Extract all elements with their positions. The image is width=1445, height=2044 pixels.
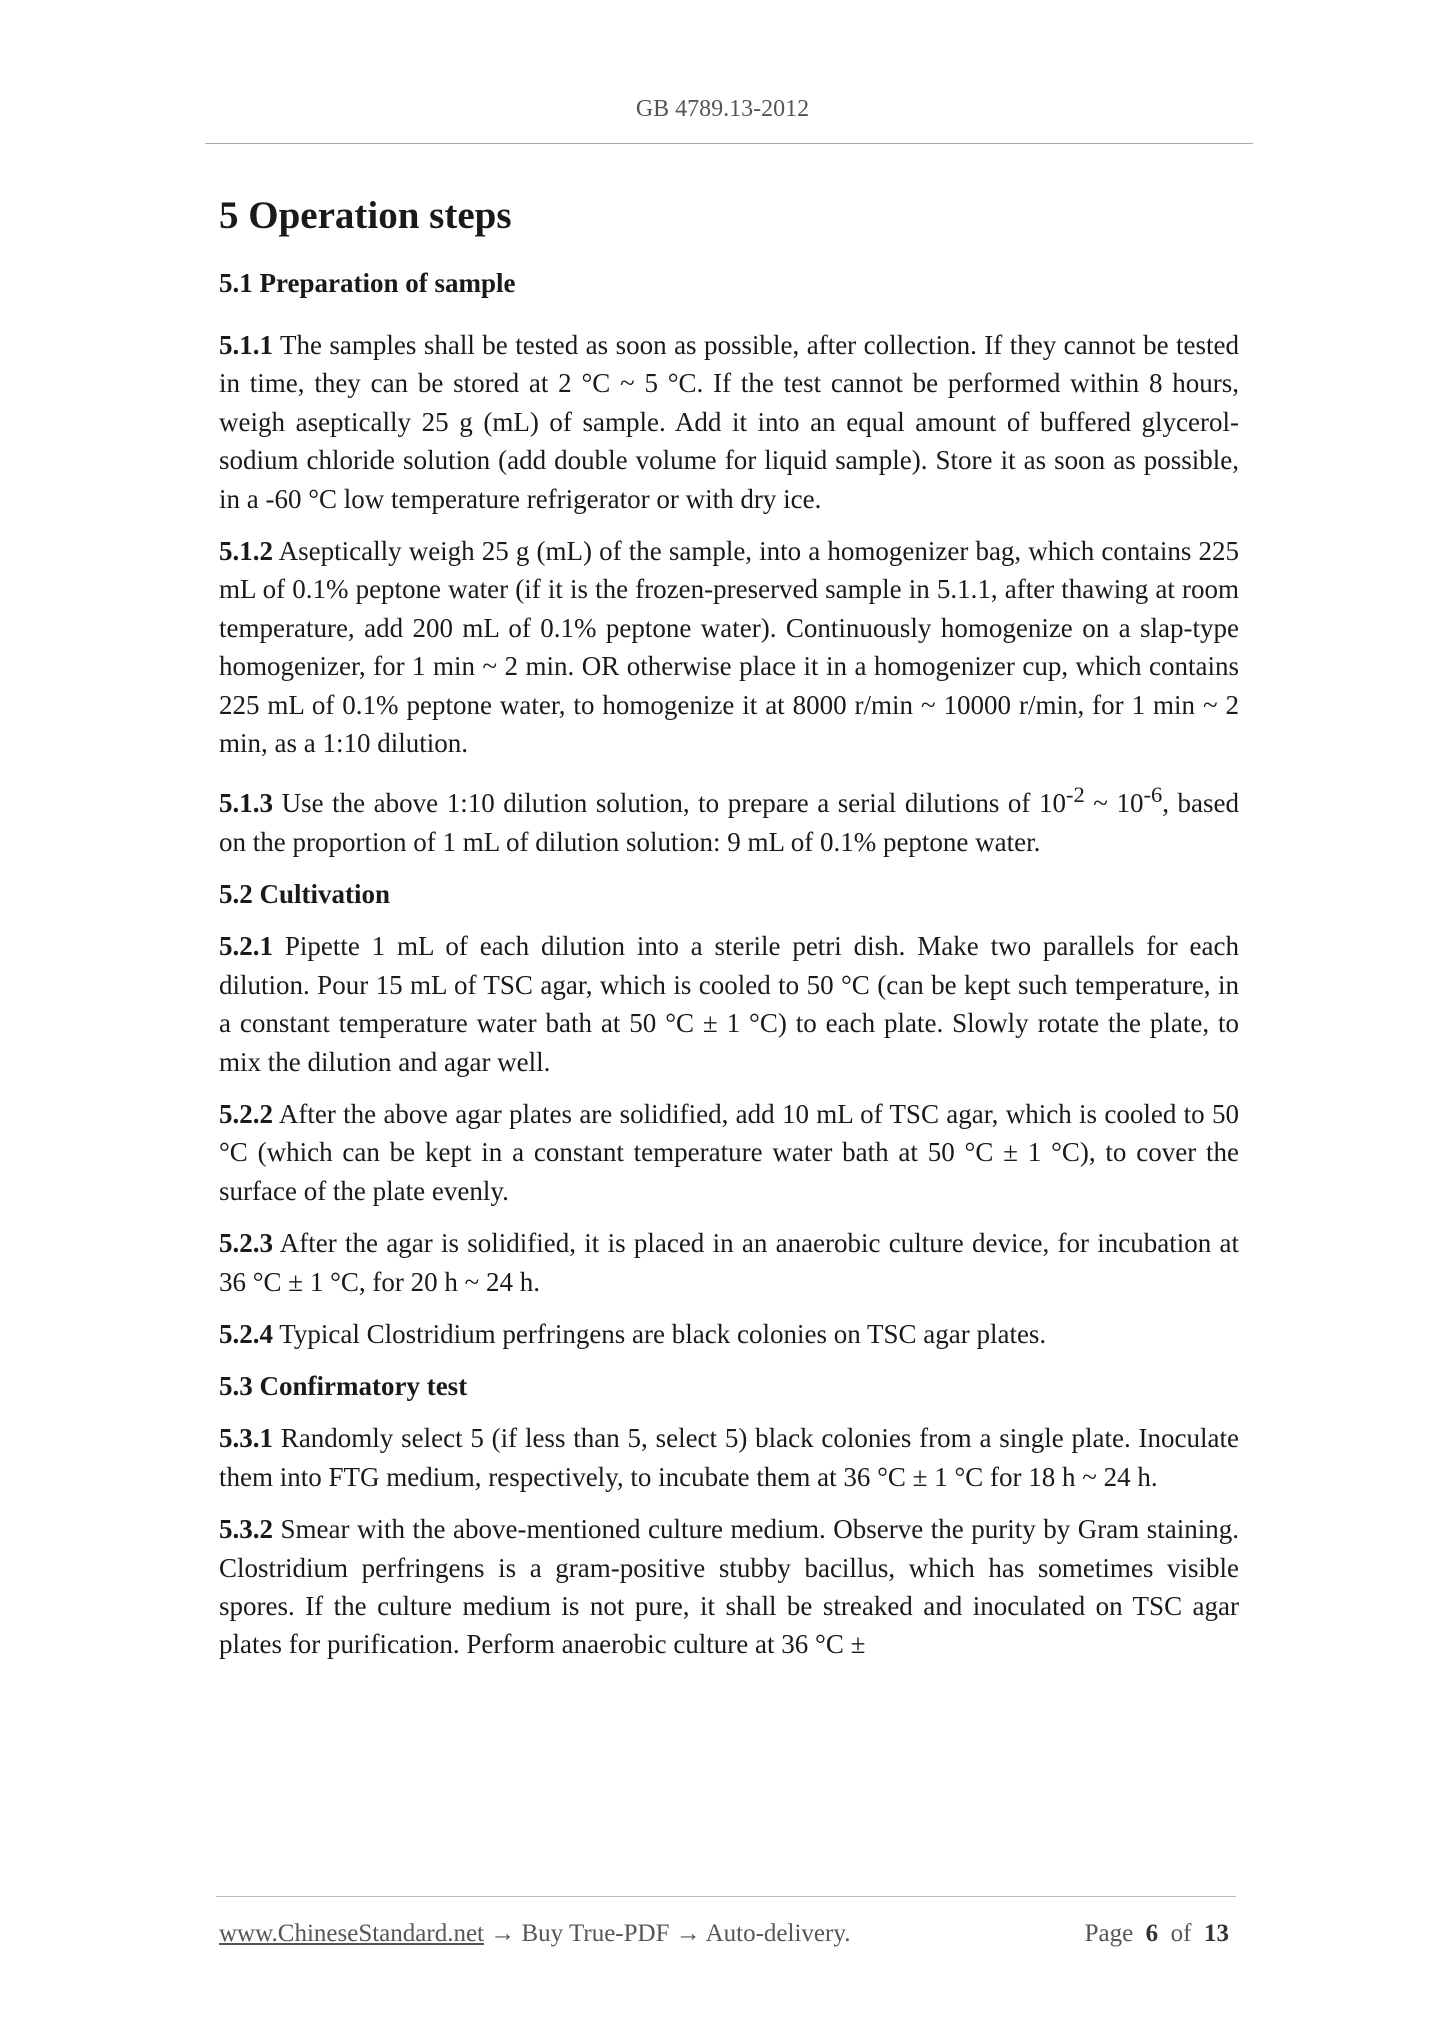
clause-text: Typical Clostridium perfringens are black colonies on TSC agar plates. — [279, 1318, 1047, 1349]
clause-text: Aseptically weigh 25 g (mL) of the sample, into a homogenizer bag, which contains 225 mL of 0.1% peptone water (if it is the frozen-preserved sample in 5.1.1, after thawing at room temperature, add 200 mL of 0.1% peptone water). Continuously homogenize on a slap-type homogenizer, for 1 min ~ 2 min. OR otherwise place it in a homogenizer cup, which contains 225 mL of 0.1% peptone water, to homogenize it at 8000 r/min ~ 10000 r/min, for 1 min ~ 2 min, as a 1:10 dilution. — [219, 536, 1239, 759]
paragraph-5-2-2 — [219, 1095, 1239, 1210]
paragraph-5-1-2 — [219, 532, 1239, 762]
clause-number: 5.2.2 — [219, 1098, 273, 1129]
footer-promo — [219, 1920, 850, 1948]
section-heading-5-1: 5.1 Preparation of sample — [219, 268, 516, 298]
page-label: Page — [1084, 1920, 1134, 1947]
document-body — [219, 188, 1239, 1664]
section-heading-5-3: 5.3 Confirmatory test — [219, 1371, 468, 1402]
page-of-label: of — [1170, 1920, 1192, 1947]
clause-number: 5.2.3 — [219, 1228, 273, 1259]
clause-text: After the agar is solidified, it is placed in an anaerobic culture device, for incubation at 36 °C ± 1 °C, for 20 h ~ 24 h. — [219, 1228, 1239, 1297]
clause-number: 5.3.1 — [219, 1423, 273, 1454]
page-indicator — [1085, 1920, 1229, 1948]
header-divider — [205, 143, 1253, 144]
clause-number: 5.1.2 — [219, 536, 273, 567]
exponent: -6 — [1143, 782, 1163, 808]
clause-text: The samples shall be tested as soon as possible, after collection. If they cannot be tested in time, they can be stored at 2 °C ~ 5 °C. If the test cannot be performed within 8 hours, weigh aseptically 25 g (mL) of sample. Add it into an equal amount of buffered glycerol-sodium chloride solution (add double volume for liquid sample). Store it as soon as possible, in a -60 °C low temperature refrigerator or with dry ice. — [219, 330, 1239, 514]
page-current: 6 — [1145, 1920, 1159, 1947]
section-heading-5-2: 5.2 Cultivation — [219, 879, 391, 910]
paragraph-5-1-1 — [219, 326, 1239, 518]
website-link[interactable]: www.ChineseStandard.net — [219, 1920, 484, 1947]
clause-text: Smear with the above-mentioned culture medium. Observe the purity by Gram staining. Clostridium perfringens is a gram-positive stubby bacillus, which has sometimes visible spores. If the culture medium is not pure, it shall be streaked and inoculated on TSC agar plates for purification. Perform anaerobic culture at 36 °C ± — [219, 1514, 1240, 1660]
clause-text: After the above agar plates are solidified, add 10 mL of TSC agar, which is cooled to 50 °C (which can be kept in a constant temperature water bath at 50 °C ± 1 °C), to cover the surface of the plate evenly. — [219, 1098, 1239, 1206]
clause-text: Randomly select 5 (if less than 5, select 5) black colonies from a single plate. Inoculate them into FTG medium, respectively, to incubate them at 36 °C ± 1 °C for 18 h ~ 24 h. — [219, 1423, 1240, 1492]
paragraph-5-3-2 — [219, 1510, 1239, 1664]
page-total: 13 — [1204, 1920, 1229, 1947]
clause-number: 5.1.3 — [219, 788, 273, 819]
paragraph-5-2-4 — [219, 1315, 1239, 1353]
footer-promo-text: → Buy True-PDF → Auto-delivery. — [484, 1920, 851, 1947]
clause-text: , based on the proportion of 1 mL of dilution solution: 9 mL of 0.1% peptone water. — [219, 788, 1240, 857]
header-standard-code: GB 4789.13-2012 — [635, 96, 810, 122]
page-title: 5 Operation steps — [219, 194, 512, 237]
paragraph-5-3-1 — [219, 1419, 1239, 1496]
clause-text: Use the above 1:10 dilution solution, to prepare a serial dilutions of 10 — [281, 788, 1066, 819]
exponent: -2 — [1065, 782, 1085, 808]
footer-divider — [216, 1896, 1236, 1897]
clause-text: ~ 10 — [1084, 788, 1144, 819]
clause-number: 5.2.4 — [219, 1318, 273, 1349]
clause-number: 5.1.1 — [219, 330, 273, 360]
clause-number: 5.2.1 — [219, 931, 273, 962]
paragraph-5-2-3 — [219, 1224, 1239, 1301]
clause-text: Pipette 1 mL of each dilution into a sterile petri dish. Make two parallels for each dilution. Pour 15 mL of TSC agar, which is cooled to 50 °C (can be kept such temperature, in a constant temperature water bath at 50 °C ± 1 °C) to each plate. Slowly rotate the plate, to mix the dilution and agar well. — [219, 931, 1239, 1077]
paragraph-5-1-3 — [219, 776, 1239, 861]
clause-number: 5.3.2 — [219, 1514, 273, 1545]
paragraph-5-2-1 — [219, 927, 1239, 1081]
